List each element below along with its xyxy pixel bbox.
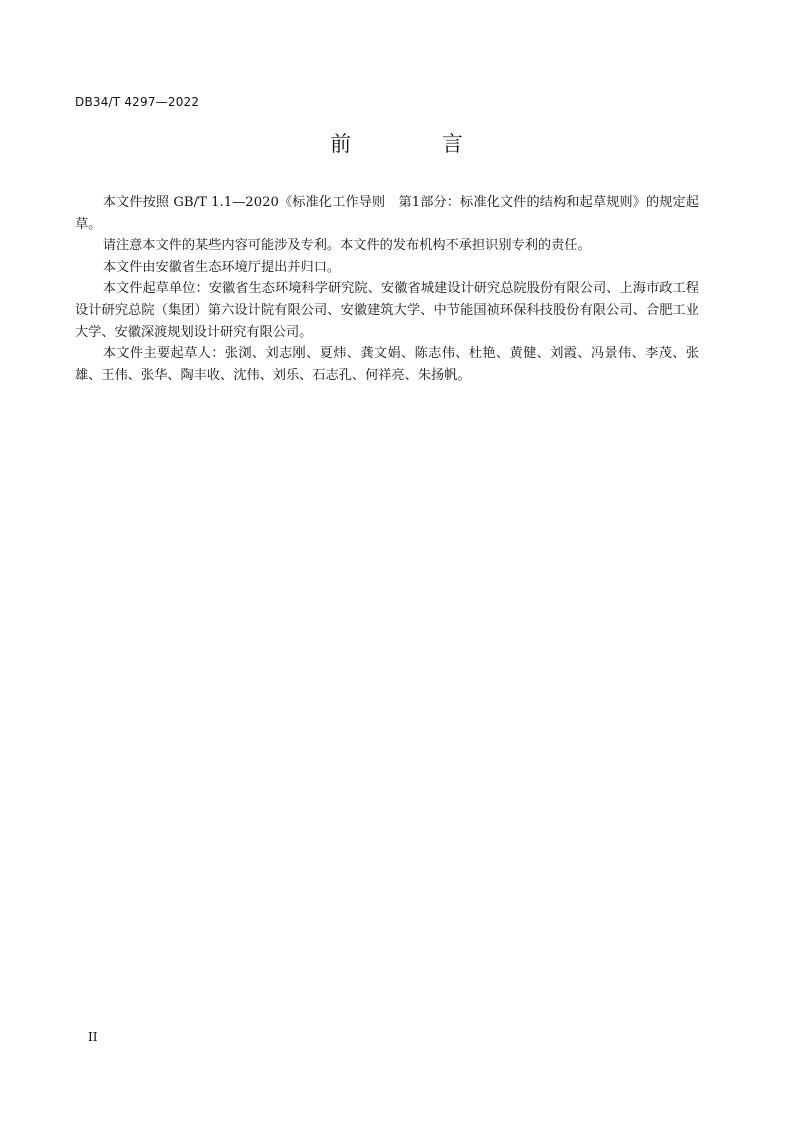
paragraph-patent-notice: 请注意本文件的某些内容可能涉及专利。本文件的发布机构不承担识别专利的责任。 bbox=[102, 238, 591, 254]
paragraph-main-drafters: 本文件主要起草人：张浏、刘志刚、夏炜、龚文娟、陈志伟、杜艳、黄健、刘霞、冯景伟、李茂、张雄、王伟、张华、陶丰收、沈伟、刘乐、石志孔、何祥亮、朱扬帆。 bbox=[75, 346, 699, 383]
paragraph-drafting-rules: 本文件按照 GB/T 1.1—2020《标准化工作导则 第1部分：标准化文件的结构和起草规则》的规定起草。 bbox=[75, 195, 699, 232]
foreword-body bbox=[75, 192, 699, 386]
paragraph-drafting-units: 本文件起草单位：安徽省生态环境科学研究院、安徽省城建设计研究总院股份有限公司、上海市政工程设计研究总院（集团）第六设计院有限公司、安徽建筑大学、中节能国祯环保科技股份有限公司、合肥工业大学、安徽深渡规划设计研究有限公司。 bbox=[75, 281, 699, 340]
page-number: II bbox=[88, 1030, 98, 1044]
paragraph-proposer: 本文件由安徽省生态环境厅提出并归口。 bbox=[102, 259, 341, 275]
section-title: 前 言 bbox=[330, 132, 505, 156]
standard-code-header: DB34/T 4297—2022 bbox=[75, 95, 200, 109]
